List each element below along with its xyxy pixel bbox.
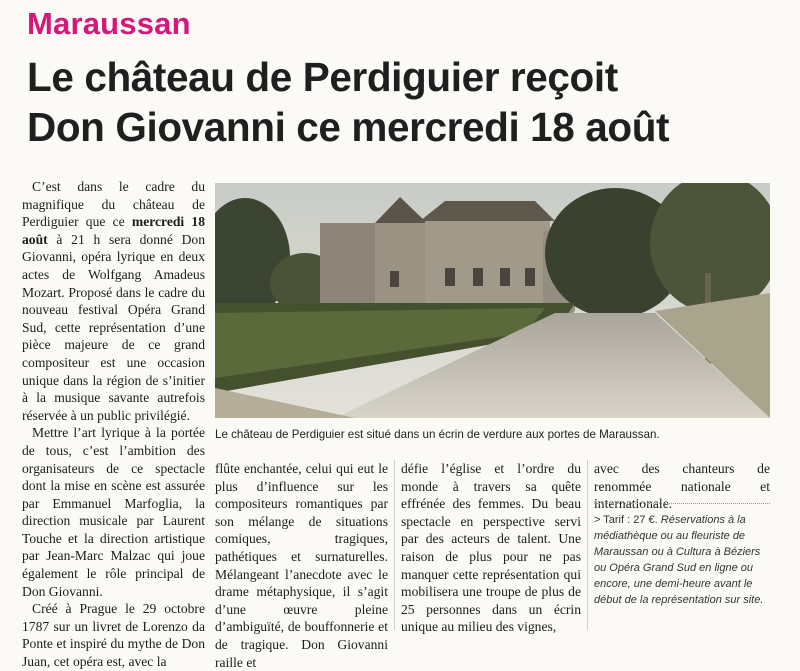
section-kicker: Maraussan: [27, 6, 191, 41]
chateau-photo: [215, 183, 770, 418]
paragraph-ambition: Mettre l’art lyrique à la portée de tous, c’est l’ambition des organisateurs de ce spectacle dont la mise en scène est assurée par Emmanuel Marfoglia, la direction musicale par Laurent Touche et la direction artistique par Jean-Marc Malzac qui joue également le rôle principal de Don Giovanni.: [22, 425, 205, 599]
column-2-text: flûte enchantée, celui qui eut le plus d’influence sur les compositeurs romantiques par son mélange de situations comiques, tragiques, pathétiques et surnaturelles. Mélangeant l’anecdote avec le drame métaphysique, il s’agit d’une œuvre pleine d’ambiguïté, de bouffonnerie et de tragique. Don Giovanni raille et: [215, 461, 388, 670]
practical-info: [594, 512, 772, 608]
photo-caption: Le château de Perdiguier est situé dans un écrin de verdure aux portes de Maraussan.: [215, 428, 660, 441]
date-highlight: mercredi 18 août: [22, 214, 205, 247]
headline: [27, 52, 787, 152]
article-column-1: [22, 178, 205, 671]
paragraph-intro: C’est dans le cadre du magnifique du château de Perdiguier que ce mercredi 18 août à 21 h sera donné Don Giovanni, opéra lyrique en deux actes de Wolfgang Amadeus Mozart. Proposé dans le cadre du nouveau festival Opéra Grand Sud, cette représentation d’une pièce majeure de ce grand compositeur est une occasion unique dans la région de s’initier à la musique savante autrefois réservée à un public privilégié.: [22, 179, 205, 423]
info-separator: [594, 503, 770, 504]
tarif-label: > Tarif : 27 €.: [594, 514, 658, 526]
column-4-text: avec des chanteurs de renommée nationale et internationale.: [594, 461, 770, 512]
tarif-text: Réservations à la médiathèque ou au fleuriste de Maraussan ou à Cultura à Béziers ou Opéra Grand Sud en ligne ou encore, une demi-heure avant le début de la représentation sur site.: [594, 514, 764, 606]
headline-line-1: Le château de Perdiguier reçoit: [27, 54, 618, 100]
article-column-4: [594, 460, 770, 513]
column-divider: [587, 460, 588, 630]
article-column-3: [401, 460, 581, 636]
paragraph-history: Créé à Prague le 29 octobre 1787 sur un livret de Lorenzo da Ponte et inspiré du mythe de Don Juan, cet opéra est, avec la: [22, 601, 205, 670]
column-3-text: défie l’église et l’ordre du monde à travers sa quête effrénée des femmes. Du beau spectacle en perspective servi par des acteurs de talent. Une raison de plus pour ne pas manquer cette représentation qui mobilisera une troupe de plus de 25 personnes dans un écrin unique au milieu des vignes,: [401, 461, 581, 635]
column-divider: [394, 460, 395, 630]
headline-line-2: Don Giovanni ce mercredi 18 août: [27, 104, 670, 150]
article-column-2: [215, 460, 388, 671]
